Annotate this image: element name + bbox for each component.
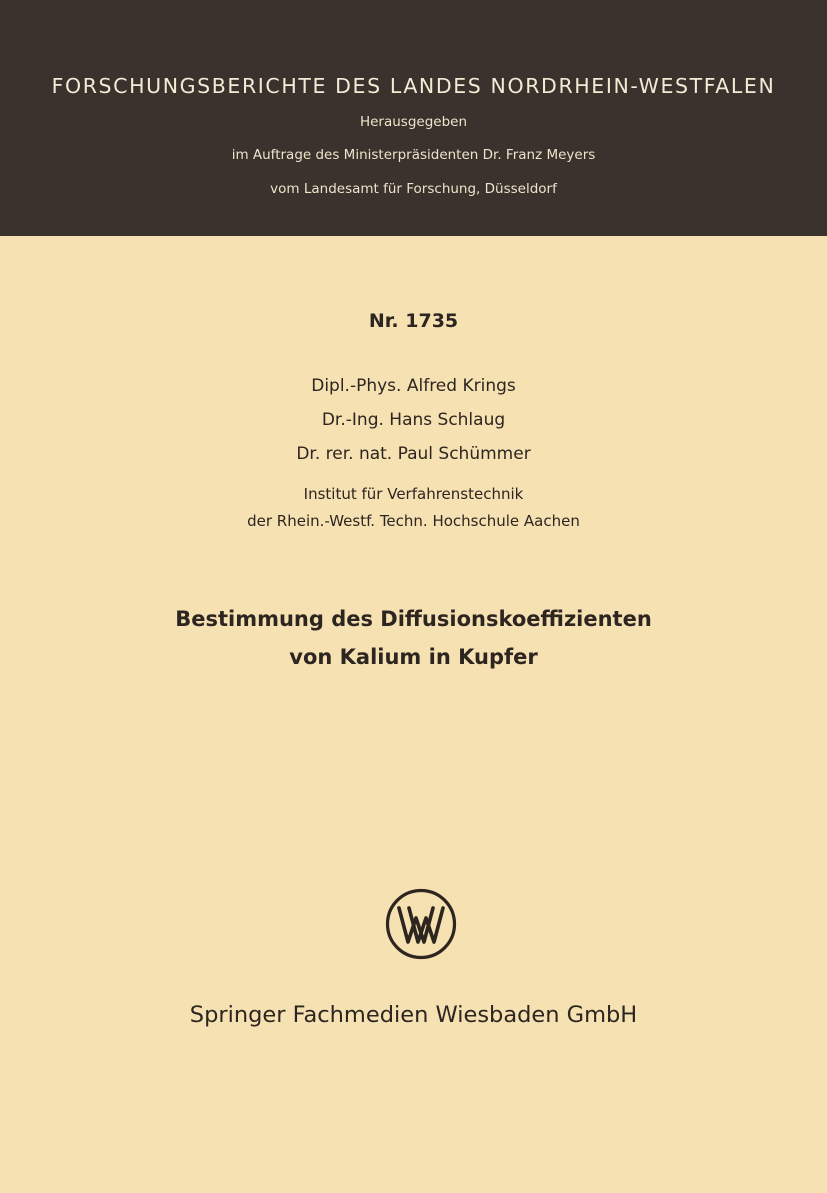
header-line-commission: im Auftrage des Ministerpräsidenten Dr. Franz Meyers	[231, 147, 596, 163]
header-line-office: vom Landesamt für Forschung, Düsseldorf	[270, 181, 557, 197]
report-title-line-1: Bestimmung des Diffusionskoeffizienten	[175, 607, 652, 631]
institute-line-1: Institut für Verfahrenstechnik	[303, 485, 524, 503]
header-line-editor: Herausgegeben	[359, 114, 468, 130]
header-band	[0, 0, 827, 236]
springer-logo-icon	[385, 888, 457, 960]
author-2: Dr.-Ing. Hans Schlaug	[321, 410, 506, 430]
series-title: FORSCHUNGSBERICHTE DES LANDES NORDRHEIN-WESTFALEN	[51, 74, 776, 98]
report-title-line-2: von Kalium in Kupfer	[289, 645, 538, 669]
author-1: Dipl.-Phys. Alfred Krings	[311, 376, 516, 396]
institute-line-2: der Rhein.-Westf. Techn. Hochschule Aachen	[247, 512, 580, 530]
report-number: Nr. 1735	[368, 310, 459, 332]
publisher-name: Springer Fachmedien Wiesbaden GmbH	[189, 1002, 638, 1028]
author-3: Dr. rer. nat. Paul Schümmer	[296, 444, 531, 464]
